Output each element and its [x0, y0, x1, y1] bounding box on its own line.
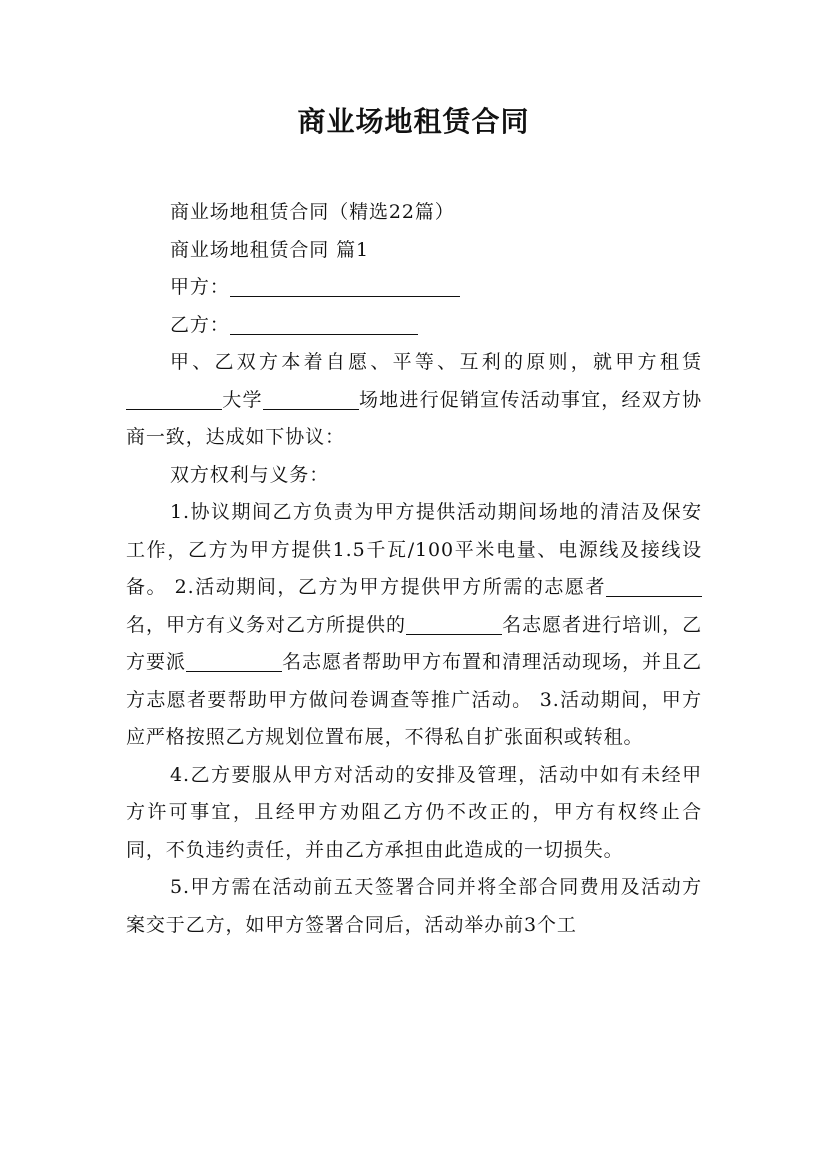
blank-line: [606, 574, 702, 597]
party-a-line: [126, 269, 702, 307]
clause-5: 5.甲方需在活动前五天签署合同并将全部合同费用及活动方案交于乙方，如甲方签署合同后，活动举办前3个工: [126, 876, 702, 936]
blank-line: [126, 387, 222, 410]
party-b-label: 乙方：: [170, 313, 230, 336]
subtitle-paragraph: 商业场地租赁合同（精选22篇）: [170, 201, 455, 223]
section-heading: 商业场地租赁合同 篇1: [170, 238, 370, 261]
party-b-line: [126, 307, 702, 345]
clause-text-4: 名志愿者帮助甲方布置和清理活动现场，并且乙方志愿者要帮助甲方做问卷调查等推广活动。 3.活动期间，甲方应严格按照乙方规划位置布展，不得私自扩张面积或转租。: [126, 651, 702, 748]
clause-4: 4.乙方要服从甲方对活动的安排及管理，活动中如有未经甲方许可事宜，且经甲方劝阻乙方仍不改正的，甲方有权终止合同，不负违约责任，并由乙方承担由此造成的一切损失。: [126, 763, 702, 861]
party-a-blank: [230, 274, 460, 297]
clause-text-1: 1.协议期间乙方负责为甲方提供活动期间场地的清洁及保安工作，乙方为甲方提供1.5千瓦/100平米电量、电源线及接线设备。 2.活动期间，乙方为甲方提供甲方所需的志愿者: [126, 501, 702, 598]
intro-text-3: 场地进行促销宣传活动事宜，经双方协商一致，达成如下协议：: [126, 388, 702, 448]
blank-line: [263, 387, 359, 410]
blank-line: [406, 612, 502, 635]
clause-text-2: 名，甲方有义务对乙方所提供的: [126, 613, 406, 636]
intro-text-1: 甲、乙双方本着自愿、平等、互利的原则，就甲方租赁: [170, 351, 702, 373]
clause-1-3: [126, 494, 702, 757]
clause-text-3: 名志愿者进行培训，乙方要派: [126, 613, 702, 673]
intro-paragraph: [126, 344, 702, 457]
intro-text-2: 大学: [222, 388, 263, 411]
party-b-blank: [230, 312, 418, 335]
document-title: 商业场地租赁合同: [297, 105, 530, 138]
party-a-label: 甲方：: [170, 276, 230, 298]
document-body: [126, 194, 702, 944]
blank-line: [186, 649, 282, 672]
rights-heading: 双方权利与义务：: [170, 463, 330, 486]
